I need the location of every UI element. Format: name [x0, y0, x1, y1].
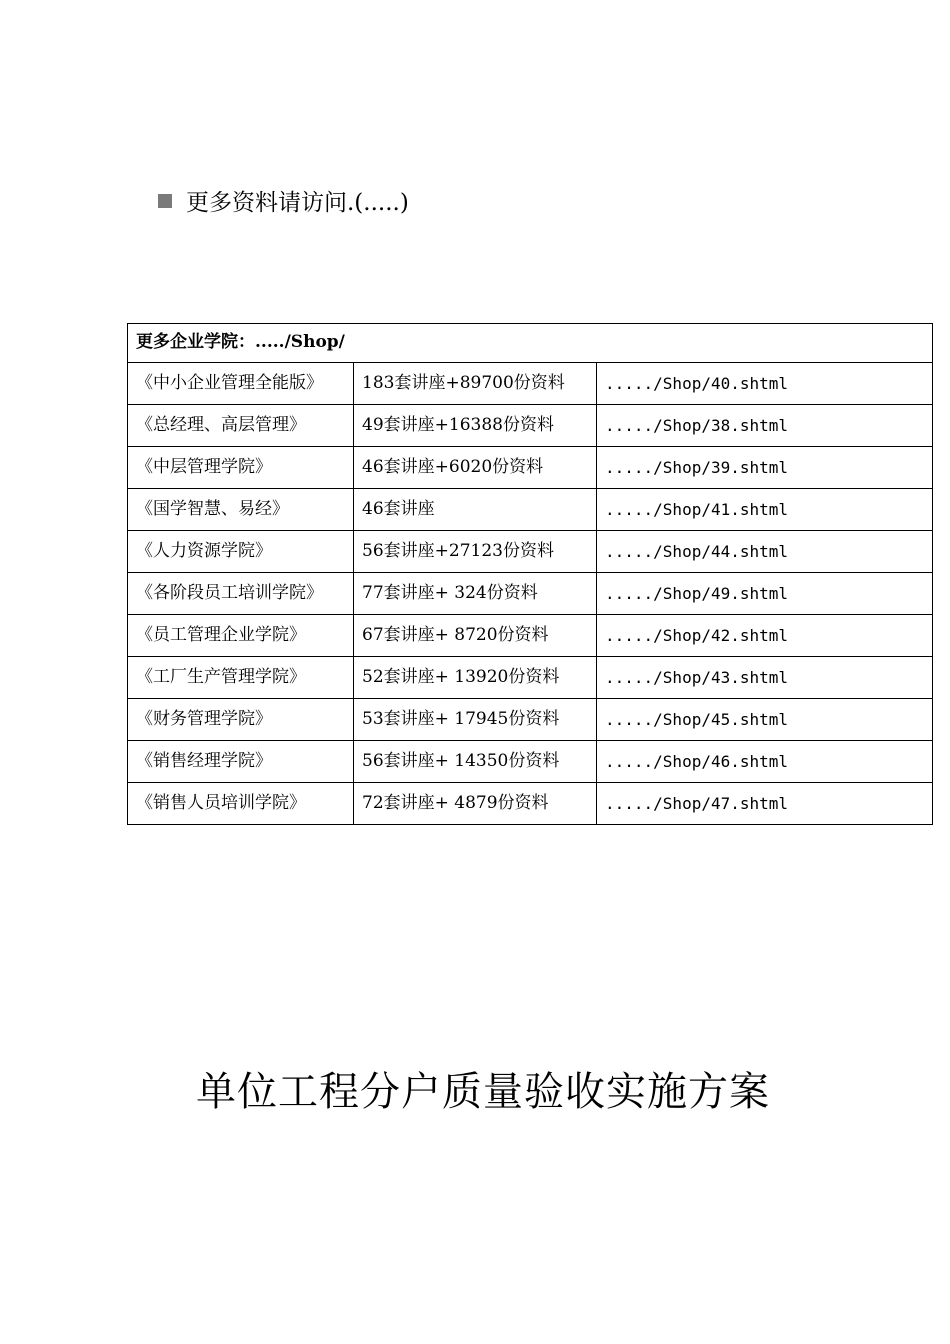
- notice-text: 更多资料请访问.(.....): [186, 189, 409, 216]
- course-count-cell: 72套讲座+ 4879份资料: [354, 783, 597, 825]
- course-link-cell[interactable]: ...../Shop/47.shtml: [597, 783, 933, 825]
- course-link-cell[interactable]: ...../Shop/49.shtml: [597, 573, 933, 615]
- course-link-cell[interactable]: ...../Shop/42.shtml: [597, 615, 933, 657]
- course-count-cell: 56套讲座+27123份资料: [354, 531, 597, 573]
- table-header-row: [128, 324, 933, 363]
- course-name-cell: 《财务管理学院》: [128, 699, 354, 741]
- course-name-cell: 《中层管理学院》: [128, 447, 354, 489]
- course-count-cell: 77套讲座+ 324份资料: [354, 573, 597, 615]
- table-row: [128, 573, 933, 615]
- course-name-cell: 《销售经理学院》: [128, 741, 354, 783]
- course-link-cell[interactable]: ...../Shop/44.shtml: [597, 531, 933, 573]
- course-count-cell: 67套讲座+ 8720份资料: [354, 615, 597, 657]
- shop-table: [127, 323, 933, 825]
- course-name-cell: 《各阶段员工培训学院》: [128, 573, 354, 615]
- course-name-cell: 《工厂生产管理学院》: [128, 657, 354, 699]
- course-link-cell[interactable]: ...../Shop/46.shtml: [597, 741, 933, 783]
- course-name-cell: 《国学智慧、易经》: [128, 489, 354, 531]
- course-link-cell[interactable]: ...../Shop/43.shtml: [597, 657, 933, 699]
- table-header-cell: 更多企业学院：...../Shop/: [128, 324, 933, 363]
- table-row: [128, 447, 933, 489]
- course-link-cell[interactable]: ...../Shop/40.shtml: [597, 363, 933, 405]
- course-count-cell: 49套讲座+16388份资料: [354, 405, 597, 447]
- course-link-cell[interactable]: ...../Shop/38.shtml: [597, 405, 933, 447]
- table-row: [128, 783, 933, 825]
- course-name-cell: 《销售人员培训学院》: [128, 783, 354, 825]
- table-row: [128, 363, 933, 405]
- course-link-cell[interactable]: ...../Shop/45.shtml: [597, 699, 933, 741]
- course-count-cell: 183套讲座+89700份资料: [354, 363, 597, 405]
- course-count-cell: 56套讲座+ 14350份资料: [354, 741, 597, 783]
- course-name-cell: 《员工管理企业学院》: [128, 615, 354, 657]
- course-count-cell: 52套讲座+ 13920份资料: [354, 657, 597, 699]
- notice-line: [158, 182, 409, 218]
- course-count-cell: 46套讲座: [354, 489, 597, 531]
- table-row: [128, 405, 933, 447]
- course-count-cell: 46套讲座+6020份资料: [354, 447, 597, 489]
- course-link-cell[interactable]: ...../Shop/39.shtml: [597, 447, 933, 489]
- square-bullet-icon: [158, 194, 172, 208]
- course-name-cell: 《总经理、高层管理》: [128, 405, 354, 447]
- table-row: [128, 531, 933, 573]
- document-title: 单位工程分户质量验收实施方案: [196, 1069, 770, 1115]
- table-row: [128, 657, 933, 699]
- table-row: [128, 741, 933, 783]
- table-row: [128, 615, 933, 657]
- course-link-cell[interactable]: ...../Shop/41.shtml: [597, 489, 933, 531]
- table-row: [128, 489, 933, 531]
- course-name-cell: 《人力资源学院》: [128, 531, 354, 573]
- course-count-cell: 53套讲座+ 17945份资料: [354, 699, 597, 741]
- course-name-cell: 《中小企业管理全能版》: [128, 363, 354, 405]
- table-row: [128, 699, 933, 741]
